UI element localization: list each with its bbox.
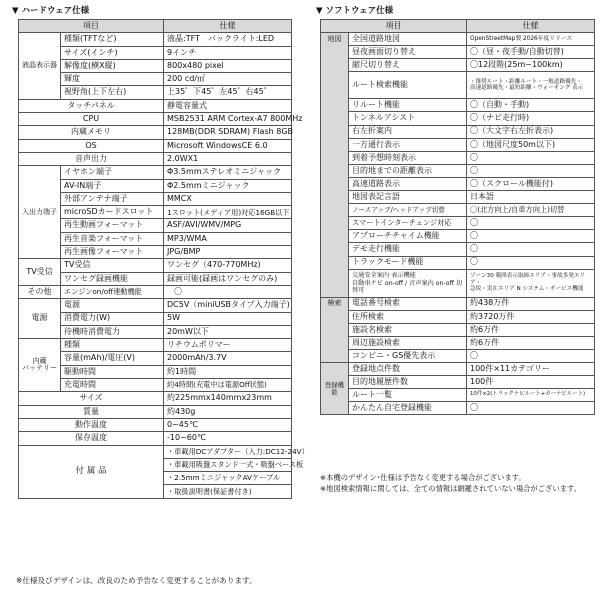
accessory-item: ・車載用DCアダプター（入力:DC12-24V） — [164, 445, 292, 458]
group-register: 登録機能 — [321, 363, 349, 415]
table-row — [321, 310, 595, 323]
row-item: 高速道路表示 — [349, 177, 467, 190]
row-spec: 〇（大文字右左折表示) — [467, 125, 595, 138]
row-item: 消費電力(W) — [61, 312, 164, 325]
row-spec: 約4時間(充電中は電源Off状態) — [164, 379, 292, 392]
row-spec: -10~60℃ — [164, 432, 292, 445]
group-io: 入出力端子 — [19, 166, 61, 259]
table-row — [321, 33, 595, 46]
table-row — [19, 99, 292, 112]
software-notes — [320, 473, 596, 495]
software-note: ※地図検索情報に関しては、全ての情報は網羅されていない場合がございます。 — [320, 483, 581, 493]
row-spec: 5W — [164, 312, 292, 325]
table-row — [321, 191, 595, 204]
row-spec: 〇 — [467, 256, 595, 269]
table-row — [19, 418, 292, 431]
row-item: CPU — [19, 113, 164, 126]
row-spec: 約3720万件 — [467, 310, 595, 323]
row-spec: MSB2531 ARM Cortex-A7 800MHz — [164, 113, 292, 126]
row-spec: 〇 — [467, 217, 595, 230]
header-spec: 仕様 — [164, 20, 292, 33]
row-spec: Microsoft WindowsCE 6.0 — [164, 139, 292, 152]
table-row — [19, 432, 292, 445]
table-row — [19, 405, 292, 418]
accessory-item: ・2.5mmミニジャックAVケーブル — [164, 472, 292, 485]
row-item: 到着予想時刻表示 — [349, 151, 467, 164]
row-spec: OpenStreetMap製 2026年度リリース — [467, 33, 595, 46]
row-spec: Φ3.5mmステレオミニジャック — [164, 166, 292, 179]
row-item: タッチパネル — [19, 99, 164, 112]
row-spec: 録画可能(録画はワンセグのみ) — [164, 272, 292, 285]
row-item: 保存温度 — [19, 432, 164, 445]
table-row — [321, 243, 595, 256]
row-item: トラックモード機能 — [349, 256, 467, 269]
row-item: 目的地までの距離表示 — [349, 164, 467, 177]
table-row — [321, 402, 595, 415]
row-item: サイズ(インチ) — [61, 46, 164, 59]
row-item: ワンセグ録画機能 — [61, 272, 164, 285]
row-item: 外部アンテナ端子 — [61, 192, 164, 205]
row-item: 全国道路地図 — [349, 33, 467, 46]
table-row — [321, 59, 595, 72]
row-spec: 〇 — [467, 164, 595, 177]
row-spec: 約1時間 — [164, 365, 292, 378]
row-spec: 約438万件 — [467, 297, 595, 310]
row-spec: ゾーン30 範囲表示取締エリア・事故多発エリア・ 急坂・実在エリア N システム・オービス機能 — [467, 269, 595, 297]
table-header-row — [321, 20, 595, 33]
row-item: デモ走行機能 — [349, 243, 467, 256]
table-row — [321, 204, 595, 217]
table-row — [321, 99, 595, 112]
row-spec: 〇（自動・手動) — [467, 99, 595, 112]
row-spec: ・推奨ルート・距離ルート・一般道路優先・ 高速道路優先・最短距離・ウォーキング 表示 — [467, 72, 595, 99]
row-item: 輝度 — [61, 73, 164, 86]
hardware-section-title: ▼ ハードウェア仕様 — [12, 6, 90, 16]
row-spec: 日本語 — [467, 191, 595, 204]
row-item: コンビニ・GS優先表示 — [349, 349, 467, 362]
table-row — [321, 112, 595, 125]
row-spec: ワンセグ（470-770MHz) — [164, 259, 292, 272]
row-spec: 800x480 pixel — [164, 59, 292, 72]
row-spec: JPG/BMP — [164, 246, 292, 259]
group-accessories: 付 属 品 — [19, 445, 164, 498]
row-item: 解像度(横X縦) — [61, 59, 164, 72]
row-item: 充電時間 — [61, 379, 164, 392]
table-row — [321, 46, 595, 59]
row-item: リルート機能 — [349, 99, 467, 112]
table-row — [19, 166, 292, 179]
group-power: 電源 — [19, 299, 61, 339]
row-item: 内蔵メモリ — [19, 126, 164, 139]
row-item: 交通安全案内 表示機能 自動車ナビ on-off / 音声案内 on-off 切替可 — [349, 269, 467, 297]
row-spec: Φ2.5mmミニジャック — [164, 179, 292, 192]
group-tv: TV受信 — [19, 259, 61, 286]
row-spec: 200 cd/㎡ — [164, 73, 292, 86]
row-spec: 100件 — [467, 376, 595, 389]
header-item: 項目 — [19, 20, 164, 33]
row-spec: 約225mmx140mmx23mm — [164, 392, 292, 405]
row-item: 電話番号検索 — [349, 297, 467, 310]
group-map: 地図 — [321, 33, 349, 298]
table-row — [321, 230, 595, 243]
table-row — [19, 126, 292, 139]
row-spec: DC5V（miniUSBタイプ入力端子) — [164, 299, 292, 312]
table-row — [321, 164, 595, 177]
row-spec: 10件×2(トラックナビルート+カーナビルート) — [467, 389, 595, 402]
row-item: 地図表記言語 — [349, 191, 467, 204]
header-item: 項目 — [321, 20, 467, 33]
software-section-title: ▼ ソフトウェア仕様 — [316, 6, 394, 16]
table-row — [321, 125, 595, 138]
table-row — [321, 363, 595, 376]
table-row — [19, 392, 292, 405]
row-item: 種類 — [61, 339, 164, 352]
row-item: 登録地点件数 — [349, 363, 467, 376]
row-item: 動作温度 — [19, 418, 164, 431]
table-row — [321, 177, 595, 190]
table-row — [321, 349, 595, 362]
table-row — [19, 259, 292, 272]
table-row — [19, 299, 292, 312]
table-row — [19, 339, 292, 352]
row-item: 電源 — [61, 299, 164, 312]
row-item: AV-IN端子 — [61, 179, 164, 192]
table-row — [321, 217, 595, 230]
row-spec: 約6万件 — [467, 336, 595, 349]
row-item: 目的地履歴件数 — [349, 376, 467, 389]
row-spec: 〇（昼・夜手動/自動切替) — [467, 46, 595, 59]
row-item: 住所検索 — [349, 310, 467, 323]
group-display: 液晶表示器 — [19, 33, 61, 99]
row-spec: MMCX — [164, 192, 292, 205]
row-item: アプローチチャイム機能 — [349, 230, 467, 243]
row-spec: 〇 — [467, 349, 595, 362]
table-row — [321, 389, 595, 402]
row-item: microSDカードスロット — [61, 206, 164, 219]
header-spec: 仕様 — [467, 20, 595, 33]
row-item: 再生音楽フォーマット — [61, 232, 164, 245]
row-item: 視野角(上下左右) — [61, 86, 164, 99]
row-item: 昼夜画面切り替え — [349, 46, 467, 59]
row-item: 種類(TFTなど) — [61, 33, 164, 46]
row-spec: 上35゜下45゜左45゜右45゜ — [164, 86, 292, 99]
row-spec: ASF/AVI/WMV/MPG — [164, 219, 292, 232]
table-row — [321, 256, 595, 269]
table-row — [19, 139, 292, 152]
row-item: ルート一覧 — [349, 389, 467, 402]
row-item: 施設名検索 — [349, 323, 467, 336]
table-row — [321, 297, 595, 310]
table-row — [19, 152, 292, 165]
row-spec: 〇 — [164, 285, 292, 298]
table-row — [321, 151, 595, 164]
row-spec: 液晶:TFT バックライト:LED — [164, 33, 292, 46]
row-spec: MP3/WMA — [164, 232, 292, 245]
row-item: サイズ — [19, 392, 164, 405]
row-item: ノースアップ/ヘッドアップ切替 — [349, 204, 467, 217]
row-spec: 128MB(DDR SDRAM) Flash 8GB — [164, 126, 292, 139]
row-item: 再生画像フォーマット — [61, 246, 164, 259]
row-item: イヤホン端子 — [61, 166, 164, 179]
table-row — [321, 138, 595, 151]
group-battery: 内蔵 バッテリー — [19, 339, 61, 392]
row-item: 音声出力 — [19, 152, 164, 165]
row-item: 一方通行表示 — [349, 138, 467, 151]
table-row — [19, 33, 292, 46]
row-item: スマートインターチェンジ対応 — [349, 217, 467, 230]
software-spec-table — [320, 19, 595, 415]
row-spec: 〇 — [467, 243, 595, 256]
row-item: 右左折案内 — [349, 125, 467, 138]
table-row — [321, 323, 595, 336]
row-item: OS — [19, 139, 164, 152]
hardware-footnote: ※仕様及びデザインは、改良のため予告なく変更することがあります。 — [16, 576, 257, 585]
row-spec: 約430g — [164, 405, 292, 418]
row-item: TV受信 — [61, 259, 164, 272]
row-spec: 〇12段階(25m~100km) — [467, 59, 595, 72]
row-spec: 20mW以下 — [164, 325, 292, 338]
table-row — [321, 336, 595, 349]
table-row — [19, 445, 292, 458]
row-spec: 約6万件 — [467, 323, 595, 336]
row-spec: 9インチ — [164, 46, 292, 59]
row-spec: 〇（地図尺度50m以下) — [467, 138, 595, 151]
row-spec: 100件×11カテゴリー — [467, 363, 595, 376]
row-spec: 〇 — [467, 230, 595, 243]
software-note: ※本機のデザイン･仕様は予告なく変更する場合がございます。 — [320, 473, 526, 482]
row-spec: 2000mAh/3.7V — [164, 352, 292, 365]
row-item: 縮尺切り替え — [349, 59, 467, 72]
group-search: 検索 — [321, 297, 349, 362]
row-spec: 〇(北方向上/自車方向上)切替 — [467, 204, 595, 217]
row-spec: 〇 — [467, 402, 595, 415]
row-item: 待機時消費電力 — [61, 325, 164, 338]
row-item: エンジンon/off連動機能 — [61, 285, 164, 298]
row-spec: 2.0WX1 — [164, 152, 292, 165]
row-item: ルート検索機能 — [349, 72, 467, 99]
row-item: トンネルアシスト — [349, 112, 467, 125]
row-item: 容量(mAh)/電圧(V) — [61, 352, 164, 365]
row-spec: 静電容量式 — [164, 99, 292, 112]
row-item: 質量 — [19, 405, 164, 418]
row-spec: 0~45℃ — [164, 418, 292, 431]
row-item: 駆動時間 — [61, 365, 164, 378]
table-row — [321, 269, 595, 297]
table-row — [19, 113, 292, 126]
group-other: その他 — [19, 285, 61, 298]
table-row — [321, 376, 595, 389]
row-item: かんたん自宅登録機能 — [349, 402, 467, 415]
row-spec: 〇（ナビ走行時) — [467, 112, 595, 125]
table-row — [19, 285, 292, 298]
hardware-spec-table — [18, 19, 309, 499]
table-row — [321, 72, 595, 99]
row-item: 周辺施設検索 — [349, 336, 467, 349]
table-header-row — [19, 20, 292, 33]
row-spec: 1スロット(メディア用)対応16GB以下 — [164, 206, 292, 219]
row-item: 再生動画フォーマット — [61, 219, 164, 232]
row-spec: リチウムポリマー — [164, 339, 292, 352]
row-spec: 〇 — [467, 151, 595, 164]
accessory-item: ・車載用吸盤スタンド一式・吸盤ベース板 — [164, 458, 292, 471]
row-spec: 〇（スクロール機能付) — [467, 177, 595, 190]
accessory-item: ・取扱説明書(保証書付き) — [164, 485, 292, 498]
